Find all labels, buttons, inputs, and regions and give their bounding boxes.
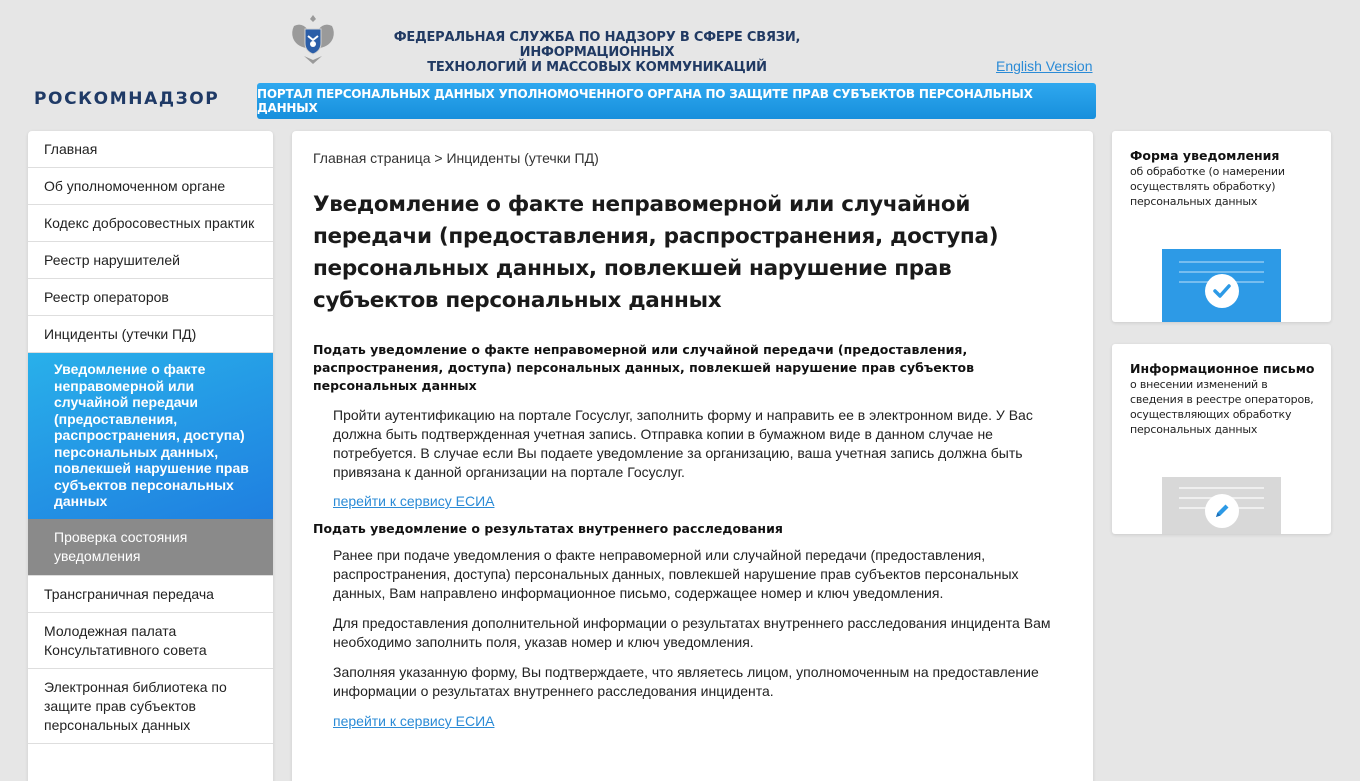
sidebar-item-notification-status[interactable] [28,519,273,576]
sidebar-item-home[interactable] [28,131,273,168]
card-title: Информационное письмо [1130,361,1315,376]
sidebar-item-label: Трансграничная передача [44,585,214,602]
sidebar-item-code-of-practice[interactable] [28,205,273,242]
section-paragraph: Ранее при подаче уведомления о факте неправомерной или случайной передачи (предоставления, распространения, доступа) персональных данных, повлекшей нарушение прав субъектов персональных данных, Вам направлено информационное письмо, содержащее номер и ключ уведомления. [333,547,1019,601]
section-heading-internal-investigation: Подать уведомление о результатах внутреннего расследования [313,521,783,536]
sidebar-item-label: Уведомление о факте неправомерной или случайной передачи (предоставления, распространения, доступа) персональных данных, повлекшей нарушение прав субъектов персональных данных [54,361,249,509]
sidebar-item-label: Молодежная палата Консультативного совета [44,622,207,658]
sidebar-item-library[interactable] [28,669,273,744]
sidebar-item-violators-registry[interactable] [28,242,273,279]
sidebar-item-label: Проверка состояния уведомления [54,528,188,564]
esia-service-link[interactable]: перейти к сервису ЕСИА [333,493,495,509]
agency-title-line1: ФЕДЕРАЛЬНАЯ СЛУЖБА ПО НАДЗОРУ В СФЕРЕ СВЯЗИ, ИНФОРМАЦИОННЫХ [393,30,801,60]
sidebar-nav [28,131,273,781]
main-content [292,131,1093,781]
sidebar-item-label: Об уполномоченном органе [44,178,226,194]
notification-form-card[interactable] [1112,131,1331,322]
agency-title-line2: ТЕХНОЛОГИЙ И МАССОВЫХ КОММУНИКАЦИЙ [427,60,767,75]
english-version-link[interactable]: English Version [996,58,1093,74]
sidebar-item-about[interactable] [28,168,273,205]
sidebar-item-label: Электронная библиотека по защите прав субъектов персональных данных [44,678,227,733]
card-graphic [1162,477,1281,534]
sidebar-item-label: Главная [44,141,98,157]
breadcrumb: Главная страница > Инциденты (утечки ПД) [313,150,599,166]
sidebar-item-label: Реестр нарушителей [44,252,180,268]
sidebar-item-incident-notification[interactable] [28,353,273,519]
checkmark-icon [1205,274,1239,308]
section-paragraph: Для предоставления дополнительной информации о результатах внутреннего расследования инцидента Вам необходимо заполнить поля, указав номер и ключ уведомления. [333,615,1051,650]
sidebar-item-label: Инциденты (утечки ПД) [44,326,197,342]
sidebar-item-youth-chamber[interactable] [28,613,273,669]
esia-service-link[interactable]: перейти к сервису ЕСИА [333,713,495,729]
sidebar-item-label: Кодекс добросовестных практик [44,215,255,231]
info-letter-card[interactable] [1112,344,1331,534]
sidebar-item-cross-border[interactable] [28,576,273,613]
card-text: об обработке (о намерении осуществлять обработку) персональных данных [1130,165,1285,208]
portal-banner[interactable] [257,83,1096,119]
section-paragraph: Пройти аутентификацию на портале Госуслуг, заполнить форму и направить ее в электронном виде. У Вас должна быть подтвержденная учетная запись. Отправка копии в бумажном виде в данном случае не потребуется. В случае если Вы подаете уведомление за организацию, ваша учетная запись должна быть привязана к данной организации на портале Госуслуг. [333,407,1033,480]
sidebar-item-operators-registry[interactable] [28,279,273,316]
card-text: о внесении изменений в сведения в реестре операторов, осуществляющих обработку персональных данных [1130,378,1314,436]
sidebar-item-incidents[interactable] [28,316,273,353]
section-heading-submit-notification: Подать уведомление о факте неправомерной или случайной передачи (предоставления, распространения, доступа) персональных данных, повлекшей нарушение прав субъектов персональных данных [313,342,974,393]
page-title: Уведомление о факте неправомерной или случайной передачи (предоставления, распространения, доступа) персональных данных, повлекшей нарушение прав субъектов персональных данных [313,192,999,313]
pencil-icon [1205,494,1239,528]
card-graphic [1162,249,1281,322]
coat-of-arms-emblem-icon [288,12,338,68]
section-paragraph: Заполняя указанную форму, Вы подтверждаете, что являетесь лицом, уполномоченным на предоставление информации о результатах внутреннего расследования инцидента. [333,664,1039,699]
portal-banner-label: ПОРТАЛ ПЕРСОНАЛЬНЫХ ДАННЫХ УПОЛНОМОЧЕННОГО ОРГАНА ПО ЗАЩИТЕ ПРАВ СУБЪЕКТОВ ПЕРСОНАЛЬНЫХ ДАННЫХ [257,87,1033,115]
brand-logo-text[interactable]: РОСКОМНАДЗОР [34,89,220,109]
agency-title [352,30,842,75]
card-title: Форма уведомления [1130,148,1280,163]
sidebar-item-label: Реестр операторов [44,289,169,305]
